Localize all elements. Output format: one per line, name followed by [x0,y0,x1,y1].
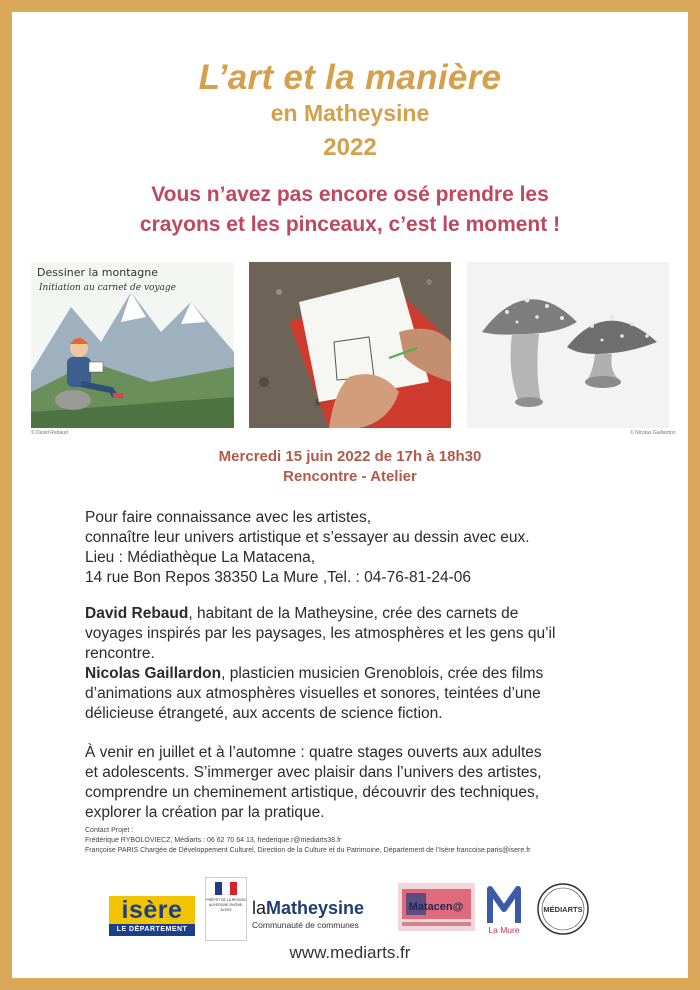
upcoming-line: et adolescents. S’immerger avec plaisir dans l’univers des artistes, [85,764,542,781]
tagline-line-2: crayons et les pinceaux, c’est le moment ! [139,213,561,236]
mediarts-logo [535,881,591,937]
artist-desc: voyages inspirés par les paysages, les atmosphères et les gens qu’il [85,625,556,642]
event-type: Rencontre - Atelier [283,468,417,485]
intro-line: Pour faire connaissance avec les artistes, [85,509,372,526]
artist-desc: rencontre. [85,645,155,662]
event-date: Mercredi 15 juin 2022 de 17h à 18h30 [218,448,482,465]
la-mure-word: La Mure [488,925,520,935]
prefet-logo-text: PRÉFET DE LA RÉGION AUVERGNE-RHÔNE-ALPES [206,898,246,912]
isere-logo-word: isère [109,896,195,924]
intro-paragraph [85,508,625,588]
isere-logo [109,896,195,938]
tagline [0,180,700,240]
artist-desc: , plasticien musicien Grenoblois, crée des films [221,665,544,682]
website-url: www.mediarts.fr [289,943,411,962]
intro-line: connaître leur univers artistique et s’essayer au dessin avec eux. [85,529,530,546]
drawing-hands-image [249,262,451,428]
artist-name-david: David Rebaud [85,605,189,622]
upcoming-paragraph [85,743,625,823]
venue-line: Lieu : Médiathèque La Matacena, [85,549,316,566]
poster-subtitle: en Matheysine [270,100,430,126]
matheysine-name: Matheysine [266,898,365,918]
french-flag-icon [215,882,237,895]
upcoming-line: À venir en juillet et à l’automne : quatre stages ouverts aux adultes [85,744,542,761]
mountain-sketch-image [31,262,234,428]
artist-desc: , habitant de la Matheysine, crée des carnets de [188,605,519,622]
poster-year: 2022 [323,134,377,161]
sketch-title-2: Initiation au carnet de voyage [39,283,176,293]
prefet-logo [205,877,247,941]
photo-credit-right: © Nicolas Gaillardon [630,430,676,436]
artist-desc: d’animations aux atmosphères visuelles et sonores, teintées d’une [85,685,541,702]
contact-line: Françoise PARIS Chargée de Développement Culturel, Direction de la Culture et du Patrimoine, Département de l’Isère francoise.paris@isere.fr [85,847,531,854]
matacena-word: Matacen@ [408,901,464,913]
matheysine-la: la [252,898,267,918]
upcoming-line: comprendre un cheminement artistique, découvrir des techniques, [85,784,540,801]
artist-desc: délicieuse étrangeté, aux accents de science fiction. [85,705,443,722]
la-mure-logo [484,883,524,938]
matacena-logo [398,883,475,931]
upcoming-line: explorer la création par la pratique. [85,804,325,821]
mediarts-word: MÉDIARTS [543,905,583,914]
matheysine-sub: Communauté de communes [252,920,359,930]
artists-paragraph [85,604,625,724]
address-line: 14 rue Bon Repos 38350 La Mure ,Tel. : 04-76-81-24-06 [85,569,472,586]
contact-label: Contact Projet : [85,827,134,834]
poster-title: L’art et la manière [198,58,502,97]
photo-credit-left: © David Rebaud [31,430,68,436]
artist-name-nicolas: Nicolas Gaillardon [85,665,222,682]
matheysine-logo [252,898,382,938]
sketch-title-1: Dessiner la montagne [37,266,158,279]
tagline-line-1: Vous n’avez pas encore osé prendre les [151,183,549,206]
partner-logos [0,875,700,945]
contact-block [85,826,530,856]
mushrooms-drawing-image [467,262,669,428]
isere-logo-sub: LE DÉPARTEMENT [109,924,195,936]
contact-line: Frédérique RYBOLOVIECZ, Médiarts : 06 62 70 64 13, frederique.r@mediarts38.fr [85,837,342,844]
